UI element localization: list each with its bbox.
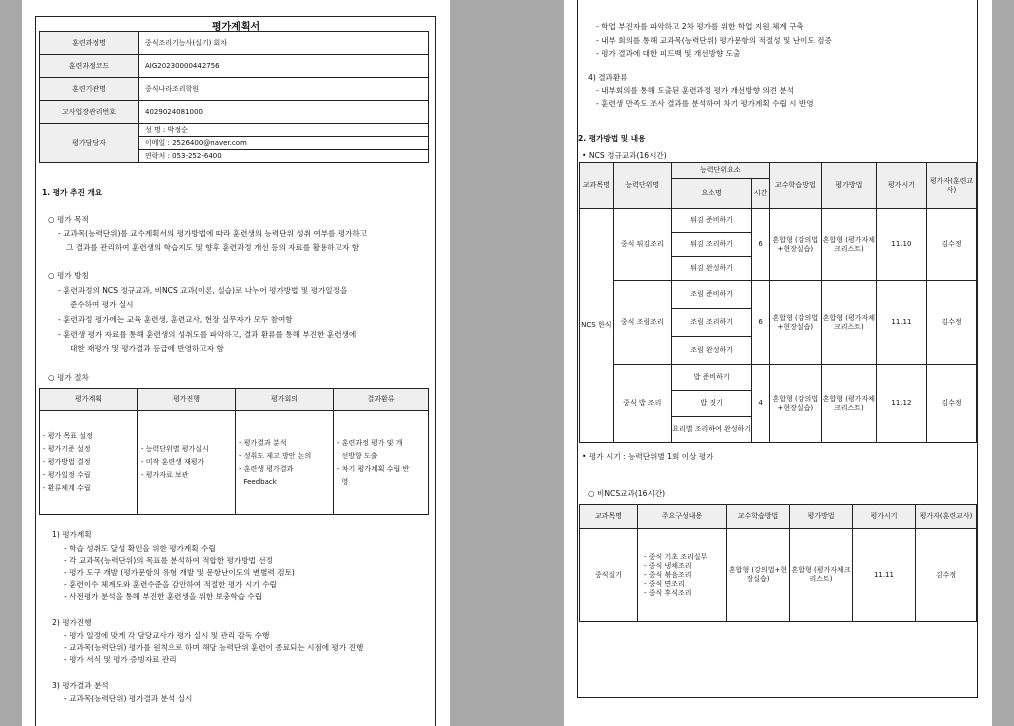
ncs-note: • 평가 시기 : 능력단위별 1회 이상 평가	[582, 452, 714, 461]
non-ncs-head: 교과목명	[580, 505, 638, 529]
ncs-head: 요소명	[671, 179, 752, 209]
ncs-head: 시간	[752, 179, 769, 209]
progress-item: - 교과목(능력단위) 평가를 원칙으로 하며 해당 능력단위 훈련이 종료되는 시점에 평가 진행	[64, 643, 364, 652]
policy-text: 대한 재평가 및 평가결과 등급에 반영하고자 함	[70, 344, 224, 353]
plan-item: - 각 교과목(능력단위)의 목표를 분석하여 적합한 평가방법 선정	[64, 556, 273, 565]
ncs-subject: NCS 한식	[580, 209, 614, 443]
ncs-head: 교수학습방법	[769, 163, 821, 209]
ncs-head: 능력단위요소	[671, 163, 769, 179]
content-item: - 중식 볶음조리	[644, 570, 692, 579]
procedure-item: 선방향 도출	[337, 451, 378, 460]
ncs-time: 11.10	[876, 209, 926, 281]
procedure-item: Feedback	[239, 477, 277, 486]
procedure-item: - 차기 평가계획 수립 반	[337, 464, 410, 473]
ncs-eval: 혼합형 (평가자체크리스트)	[821, 209, 876, 281]
ncs-elem: 조림 준비하기	[671, 281, 752, 309]
info-value: 중식나라조리학원	[139, 78, 429, 101]
evaluator-label: 평가담당자	[40, 124, 139, 163]
plan-heading: 1) 평가계획	[52, 530, 92, 539]
ncs-eval: 혼합형 (평가자체크리스트)	[821, 281, 876, 365]
content-item: - 중식 후식조리	[644, 588, 692, 597]
progress-heading: 2) 평가진행	[52, 618, 92, 627]
non-ncs-evaluator: 김수정	[916, 529, 977, 622]
procedure-cell	[40, 411, 138, 515]
non-ncs-head: 주요구성내용	[638, 505, 727, 529]
ncs-head: 평가시기	[876, 163, 926, 209]
non-ncs-head: 평가자(훈련교사)	[916, 505, 977, 529]
policy-text: 준수하여 평가 실시	[70, 300, 134, 309]
non-ncs-content	[638, 529, 727, 622]
ncs-unit: 중식 조림조리	[613, 281, 671, 365]
section-1-heading: 1. 평가 추진 개요	[42, 188, 103, 197]
content-item: - 중식 냉채조리	[644, 561, 692, 570]
ncs-head: 평가자(훈련교사)	[926, 163, 976, 209]
feedback-item: - 훈련생 만족도 조사 결과를 분석하여 차기 평가계획 수립 시 반영	[596, 99, 814, 108]
ncs-hours: 6	[752, 209, 769, 281]
evaluator-email: 이메일 : 2526400@naver.com	[139, 137, 428, 150]
ncs-heading: • NCS 정규교과(16시간)	[582, 151, 667, 160]
ncs-table	[579, 162, 977, 443]
ncs-elem: 밥 짓기	[671, 391, 752, 417]
progress-item: - 평가 일정에 맞게 각 담당교사가 평가 실시 및 관리 감독 수행	[64, 631, 270, 640]
procedure-head: 결과환류	[334, 389, 429, 411]
ncs-head: 능력단위명	[613, 163, 671, 209]
ncs-evaluator: 김수정	[926, 365, 976, 443]
plan-item: - 사전평가 분석을 통해 부진한 훈련생을 위한 보충학습 수립	[64, 592, 263, 601]
ncs-elem: 튀김 완성하기	[671, 257, 752, 281]
purpose-text: 그 결과를 관리하여 훈련생의 학습지도 및 향후 훈련과정 개선 등의 자료를 활용하고자 함	[66, 243, 360, 252]
info-value: AIG20230000442756	[139, 55, 429, 78]
plan-item: - 평가 도구 개발 (평가문항의 유형 개발 및 문항난이도의 변별력 검토)	[64, 568, 295, 577]
non-ncs-head: 평가방법	[790, 505, 853, 529]
procedure-item: - 평가기준 설정	[43, 445, 91, 453]
procedure-item: - 능력단위별 평가실시	[141, 445, 209, 453]
section-2-heading: 2. 평가방법 및 내용	[578, 134, 646, 143]
top-item: - 내부 회의를 통해 교과목(능력단위) 평가문항의 적절성 및 난이도 검증	[596, 36, 832, 45]
top-item: - 평가 결과에 대한 피드백 및 개선방향 도출	[596, 49, 741, 58]
ncs-method: 혼합형 (강의법+현장실습)	[769, 365, 821, 443]
non-ncs-table	[579, 504, 977, 622]
non-ncs-head: 평가시기	[853, 505, 916, 529]
procedure-item: - 평가자료 보관	[141, 471, 189, 479]
procedure-head: 평가회의	[236, 389, 334, 411]
procedure-item: 영	[337, 477, 349, 486]
procedure-item: - 미작 훈련생 재평가	[141, 458, 205, 466]
evaluator-contact	[139, 124, 429, 163]
ncs-head: 교과목명	[580, 163, 614, 209]
non-ncs-subject: 중식실기	[580, 529, 638, 622]
plan-item: - 학습 성취도 달성 확인을 위한 평가계획 수립	[64, 544, 216, 553]
policy-text: - 훈련과정 평가에는 교육 훈련생, 훈련교사, 현장 실무자가 모두 참여함	[58, 315, 293, 324]
ncs-elem: 밥 준비하기	[671, 365, 752, 391]
procedure-cell	[138, 411, 236, 515]
procedure-heading: ○ 평가 절차	[48, 373, 89, 382]
procedure-cell	[236, 411, 334, 515]
ncs-method: 혼합형 (강의법+현장실습)	[769, 209, 821, 281]
policy-heading: ○ 평가 방침	[48, 271, 89, 280]
ncs-time: 11.12	[876, 365, 926, 443]
ncs-hours: 6	[752, 281, 769, 365]
non-ncs-eval: 혼합형 (평가자체크리스트)	[790, 529, 853, 622]
procedure-item: - 훈련생 평가결과	[239, 464, 294, 473]
procedure-item: - 평가방법 결정	[43, 458, 91, 466]
procedure-item: - 성취도 제고 방안 논의	[239, 451, 312, 460]
non-ncs-head: 교수학습방법	[727, 505, 790, 529]
info-label: 훈련과정명	[40, 32, 139, 55]
document-title: 평가계획서	[211, 22, 261, 33]
ncs-hours: 4	[752, 365, 769, 443]
procedure-head: 평가계획	[40, 389, 138, 411]
ncs-elem: 조림 완성하기	[671, 337, 752, 365]
ncs-evaluator: 김수정	[926, 281, 976, 365]
feedback-heading: 4) 결과환류	[588, 73, 628, 82]
ncs-unit: 중식 밥 조리	[613, 365, 671, 443]
ncs-evaluator: 김수정	[926, 209, 976, 281]
procedure-item: - 훈련과정 평가 및 개	[337, 438, 403, 447]
info-label: 훈련과정코드	[40, 55, 139, 78]
course-info-table	[39, 31, 429, 163]
content-item: - 중식 면조리	[644, 579, 685, 588]
purpose-text: - 교과목(능력단위)를 교수계획서의 평가방법에 따라 훈련생의 능력단위 성취 여부를 평가하고	[58, 229, 368, 238]
ncs-unit: 중식 튀김조리	[613, 209, 671, 281]
ncs-elem: 조림 조리하기	[671, 309, 752, 337]
info-value: 4029024081000	[139, 101, 429, 124]
info-label: 고사업장관리번호	[40, 101, 139, 124]
ncs-elem: 튀김 준비하기	[671, 209, 752, 233]
info-value: 중식조리기능사(실기) 회차	[139, 32, 429, 55]
result-heading: 3) 평가결과 분석	[52, 681, 109, 690]
progress-item: - 평가 서식 및 평가 증빙자료 관리	[64, 655, 177, 664]
ncs-eval: 혼합형 (평가자체크리스트)	[821, 365, 876, 443]
policy-text: - 훈련생 평가 자료를 통해 훈련생의 성취도를 파악하고, 결과 환류를 통해 부진한 훈련생에	[58, 330, 357, 339]
ncs-elem: 요리별 조리하여 완성하기	[671, 417, 752, 443]
plan-item: - 훈련이수 체계도와 훈련수준을 감안하여 적절한 평가 시기 수립	[64, 580, 277, 589]
purpose-heading: ○ 평가 목적	[48, 215, 89, 224]
procedure-head: 평가진행	[138, 389, 236, 411]
ncs-method: 혼합형 (강의법+현장실습)	[769, 281, 821, 365]
procedure-cell	[334, 411, 429, 515]
procedure-item: - 환류체계 수립	[43, 484, 91, 492]
procedure-item: - 평가일정 수립	[43, 471, 91, 479]
procedure-table	[39, 388, 429, 515]
document-page-2	[564, 0, 992, 726]
evaluator-name: 성 명 : 박정순	[139, 124, 428, 137]
document-page-1	[22, 0, 450, 726]
policy-text: - 훈련과정의 NCS 정규교과, 비NCS 교과(이론, 실습)로 나누어 평가방법 및 평가일정을	[58, 286, 348, 295]
info-label: 훈련기관명	[40, 78, 139, 101]
ncs-head: 평가방법	[821, 163, 876, 209]
non-ncs-time: 11.11	[853, 529, 916, 622]
non-ncs-heading: ○ 비NCS교과(16시간)	[588, 489, 666, 498]
top-item: - 학업 부진자를 파악하고 2차 평가를 위한 학업 지원 체계 구축	[596, 22, 804, 31]
procedure-item: - 평가 목표 설정	[43, 432, 93, 440]
result-item: - 교과목(능력단위) 평가결과 분석 실시	[64, 694, 193, 703]
ncs-time: 11.11	[876, 281, 926, 365]
feedback-item: - 내부회의를 통해 도출된 훈련과정 평가 개선방향 의견 분석	[596, 86, 795, 95]
ncs-elem: 튀김 조리하기	[671, 233, 752, 257]
non-ncs-method: 혼합형 (강의법+현장실습)	[727, 529, 790, 622]
evaluator-phone: 연락처 : 053-252-6400	[145, 152, 222, 160]
procedure-item: - 평가결과 분석	[239, 438, 287, 447]
content-item: - 중식 기초 조리실무	[644, 552, 708, 561]
